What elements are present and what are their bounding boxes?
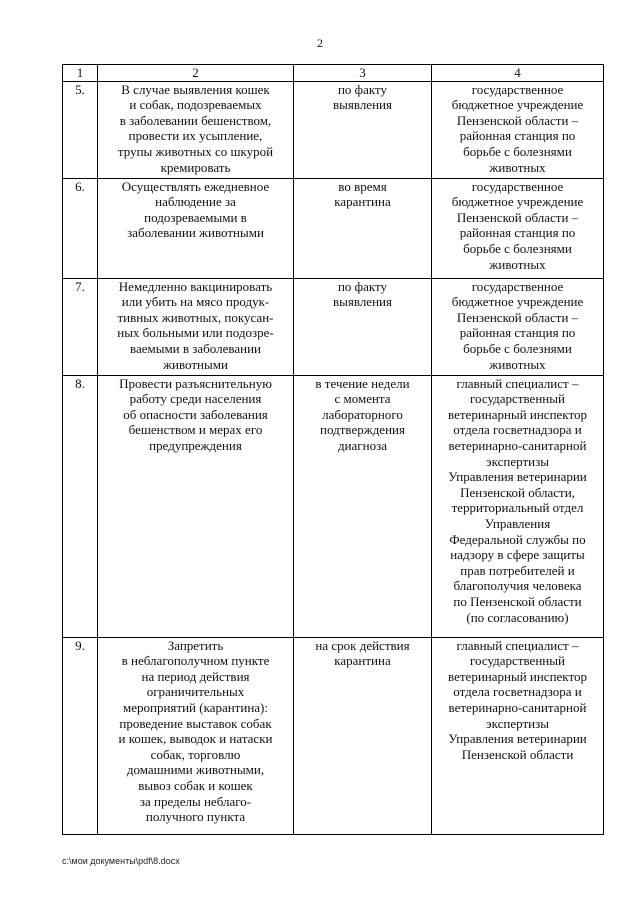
measures-table: [62, 64, 604, 835]
table-row: [63, 278, 604, 375]
table-row: [63, 178, 604, 278]
file-path-footer: c:\мои документы\pdf\8.docx: [62, 856, 180, 866]
table-row: [63, 81, 604, 178]
row-responsible: государственное бюджетное учреждение Пензенской области – районная станция по борьбе с болезнями животных: [432, 178, 604, 278]
row-action: Провести разъяснительную работу среди населения об опасности заболевания бешенством и мерах его предупреждения: [98, 375, 294, 637]
row-number: 6.: [63, 178, 98, 278]
header-col-2: 2: [98, 65, 294, 82]
row-responsible: государственное бюджетное учреждение Пензенской области – районная станция по борьбе с болезнями животных: [432, 278, 604, 375]
row-number: 7.: [63, 278, 98, 375]
table-row: [63, 637, 604, 834]
row-period: по факту выявления: [294, 278, 432, 375]
page-number: 2: [317, 36, 323, 50]
row-action: Немедленно вакцинировать или убить на мясо продук- тивных животных, покусан- ных больными или подозре- ваемыми в заболевании животными: [98, 278, 294, 375]
row-number: 9.: [63, 637, 98, 834]
row-responsible: главный специалист – государственный ветеринарный инспектор отдела госветнадзора и ветеринарно-санитарной экспертизы Управления ветеринарии Пензенской области, территориальный отдел Управления Федеральной службы по надзору в сфере защиты прав потребителей и благополучия человека по Пензенской области (по согласованию): [432, 375, 604, 637]
table-row: [63, 375, 604, 637]
row-period: в течение недели с момента лабораторного подтверждения диагноза: [294, 375, 432, 637]
row-period: на срок действия карантина: [294, 637, 432, 834]
row-number: 5.: [63, 81, 98, 178]
header-col-4: 4: [432, 65, 604, 82]
row-action: Запретить в неблагополучном пункте на период действия ограничительных мероприятий (карантина): проведение выставок собак и кошек, выводок и натаски собак, торговлю домашними животными, вывоз собак и кошек за пределы неблаго- получного пункта: [98, 637, 294, 834]
table-header-row: [63, 65, 604, 82]
header-col-3: 3: [294, 65, 432, 82]
row-action: В случае выявления кошек и собак, подозреваемых в заболевании бешенством, провести их усыпление, трупы животных со шкурой кремировать: [98, 81, 294, 178]
row-responsible: государственное бюджетное учреждение Пензенской области – районная станция по борьбе с болезнями животных: [432, 81, 604, 178]
row-responsible: главный специалист – государственный ветеринарный инспектор отдела госветнадзора и ветеринарно-санитарной экспертизы Управления ветеринарии Пензенской области: [432, 637, 604, 834]
row-period: во время карантина: [294, 178, 432, 278]
row-action: Осуществлять ежедневное наблюдение за подозреваемыми в заболевании животными: [98, 178, 294, 278]
row-number: 8.: [63, 375, 98, 637]
row-period: по факту выявления: [294, 81, 432, 178]
header-col-1: 1: [63, 65, 98, 82]
